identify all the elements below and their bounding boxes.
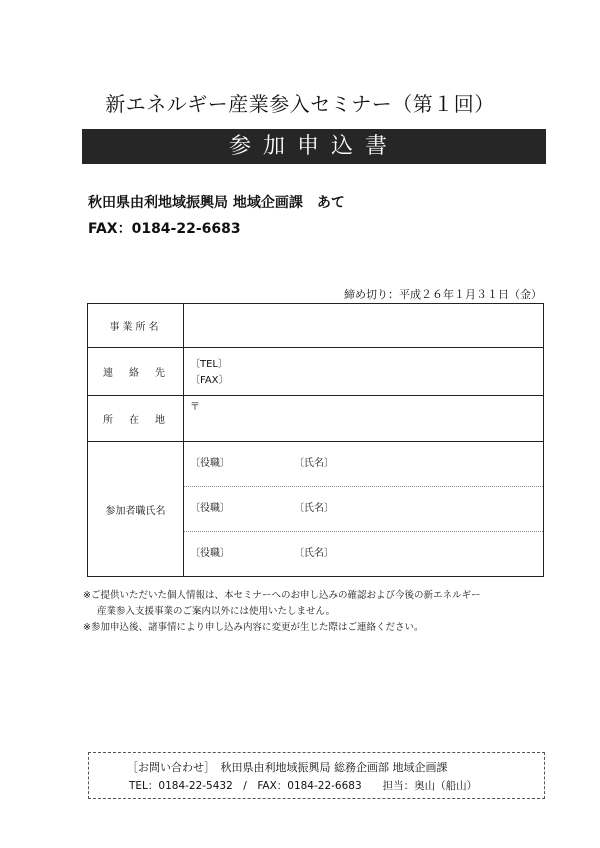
document-title: 新エネルギー産業参入セミナー（第１回） [105, 92, 495, 116]
role-label: 〔役職〕 [190, 548, 230, 559]
address-field[interactable] [184, 396, 544, 442]
role-label: 〔役職〕 [190, 503, 230, 514]
contact-box [88, 752, 545, 799]
name-label: 〔氏名〕 [294, 503, 334, 514]
contact-field[interactable] [184, 348, 544, 396]
name-label: 〔氏名〕 [294, 458, 334, 469]
participants-field[interactable] [184, 442, 544, 577]
name-label: 〔氏名〕 [294, 548, 334, 559]
recipient: 秋田県由利地域振興局 地域企画課 あて [88, 195, 345, 211]
address-label: 所 在 地 [88, 396, 184, 442]
notes [83, 588, 480, 636]
note-privacy: ※ご提供いただいた個人情報は、本セミナーへのお申し込みの確認および今後の新エネルギー [83, 590, 481, 601]
role-label: 〔役職〕 [190, 458, 230, 469]
postal-mark: 〒 [190, 402, 200, 413]
recipient-fax: FAX：0184-22-6683 [88, 221, 241, 237]
company-field[interactable] [184, 304, 544, 348]
participant-row[interactable] [184, 487, 543, 532]
participant-row[interactable] [184, 442, 543, 487]
contact-office: ［お問い合わせ］ 秋田県由利地域振興局 総務企画部 地域企画課 [127, 761, 448, 774]
company-label: 事業所名 [88, 304, 184, 348]
fax-label: 〔FAX〕 [190, 374, 229, 386]
contact-phone: TEL：0184-22-5432 / FAX：0184-22-6683 担当：奥山（船山） [129, 780, 478, 792]
application-form-table [87, 303, 544, 577]
form-banner: 参加申込書 [82, 129, 546, 164]
tel-label: 〔TEL〕 [190, 358, 228, 370]
note-changes: ※参加申込後、諸事情により申し込み内容に変更が生じた際はご連絡ください。 [83, 622, 424, 633]
note-privacy-cont: 産業参入支援事業のご案内以外には使用いたしません。 [97, 606, 336, 617]
participant-row[interactable] [184, 532, 543, 576]
deadline: 締め切り：平成２６年１月３１日（金） [344, 288, 542, 301]
participants-label: 参加者職氏名 [88, 442, 184, 577]
contact-label: 連 絡 先 [88, 348, 184, 396]
